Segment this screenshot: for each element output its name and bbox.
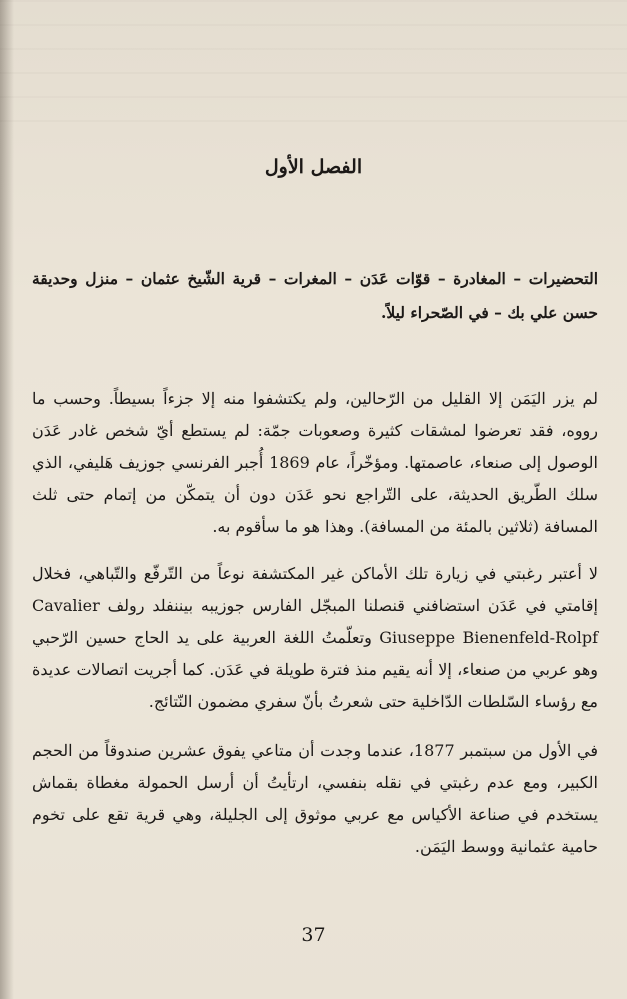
chapter-title: الفصل الأول <box>264 156 363 178</box>
bleed-through-text <box>0 0 627 140</box>
page-gutter-shadow <box>0 0 14 999</box>
chapter-summary: التحضيرات – المغادرة – قوّات عَدَن – المغرات – قرية الشّيخ عثمان – منزل وحديقة حسن علي بك – في الصّحراء ليلاً. <box>32 269 598 322</box>
page-number: 37 <box>301 924 326 946</box>
paragraph-2: لا أعتبر رغبتي في زيارة تلك الأماكن غير المكتشفة نوعاً من التّرفّع والتّباهي، فخلال إقامتي في عَدَن استضافني قنصلنا المبجّل الفارس جوزيبه بيننفلد رولف Cavalier Giuseppe Bienenfeld-Rolpf وتعلّمتُ اللغة العربية على يد الحاج حسين الرّحبي وهو عربي من صنعاء، إلا أنه يقيم منذ فترة طويلة في عَدَن. كما أجريت اتصالات عديدة مع رؤساء السّلطات الدّاخلية حتى شعرتُ بأنّ سفري مضمون النّتائج. <box>32 564 598 711</box>
paragraph-3: في الأول من سبتمبر 1877، عندما وجدت أن متاعي يفوق عشرين صندوقاً من الحجم الكبير، ومع عدم رغبتي في نقله بنفسي، ارتأيتُ أن أرسل الحمولة مغطاة بقماش يستخدم في صناعة الأكياس مع عربي موثوق إلى الجليلة، وهي قرية تقع على تخوم حامية عثمانية ووسط اليَمَن. <box>32 741 599 856</box>
paragraph-1: لم يزر اليَمَن إلا القليل من الرّحالين، ولم يكتشفوا منه إلا جزءاً بسيطاً. وحسب ما رووه، فقد تعرضوا لمشقات كثيرة وصعوبات جمّة: لم يستطع أيّ شخص غادر عَدَن الوصول إلى صنعاء، عاصمتها. ومؤخّراً، عام 1869 أُجبر الفرنسي جوزيف هَليفي، الذي سلك الطّريق الحديثة، على التّراجع نحو عَدَن دون أن يتمكّن من إتمام حتى ثلث المسافة (ثلاثين بالمئة من المسافة). وهذا هو ما سأقوم به. <box>32 389 598 536</box>
